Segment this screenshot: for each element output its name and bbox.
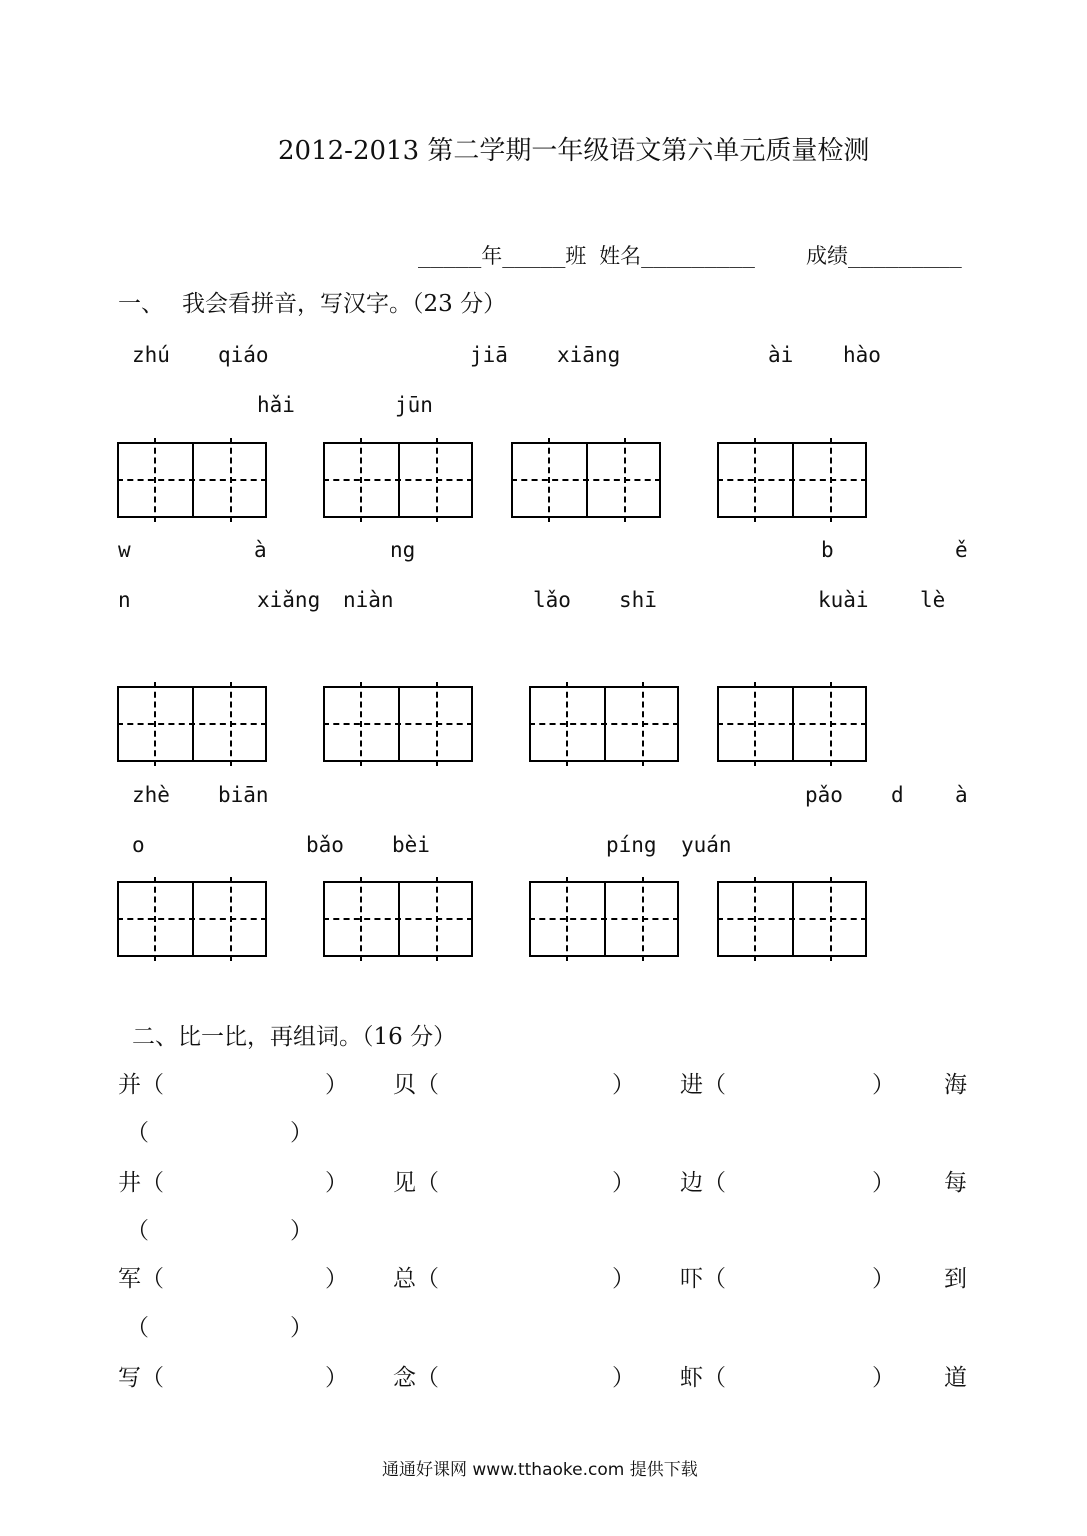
word-paren-close: ）	[612, 1170, 635, 1196]
pinyin: lè	[920, 588, 946, 612]
word-char: 井（	[118, 1170, 164, 1196]
pinyin: biān	[218, 783, 269, 807]
writing-grid[interactable]	[717, 686, 867, 762]
word-char: 道	[944, 1365, 967, 1391]
pinyin: ng	[390, 538, 416, 562]
word-char: 到	[944, 1266, 967, 1292]
word-paren-close: ）	[612, 1365, 635, 1391]
word-paren-close: ）	[612, 1266, 635, 1292]
word-paren-close: ）	[325, 1365, 348, 1391]
word-char: 虾（	[680, 1365, 726, 1391]
pinyin: hào	[843, 343, 881, 367]
section1-number: 一、	[118, 291, 164, 317]
writing-grid[interactable]	[511, 442, 661, 518]
score-line: 成绩_________	[806, 244, 962, 268]
page-title: 2012-2013 第二学期一年级语文第六单元质量检测	[278, 136, 870, 166]
pinyin: pǎo	[805, 783, 843, 807]
footer-credit: 通通好课网 www.tthaoke.com 提供下载	[382, 1460, 698, 1480]
word-paren-close: ）	[325, 1170, 348, 1196]
writing-grid[interactable]	[117, 686, 267, 762]
pinyin: píng	[606, 833, 657, 857]
writing-grid[interactable]	[117, 442, 267, 518]
student-info-line: _____年_____班 姓名_________	[418, 244, 755, 268]
pinyin: bǎo	[306, 833, 344, 857]
pinyin: qiáo	[218, 343, 269, 367]
pinyin: kuài	[818, 588, 869, 612]
word-paren-open: （	[126, 1315, 149, 1341]
pinyin: zhú	[132, 343, 170, 367]
word-char: 进（	[680, 1072, 726, 1098]
pinyin: n	[118, 588, 131, 612]
writing-grid[interactable]	[717, 881, 867, 957]
section2-heading: 二、比一比，再组词。（16 分）	[132, 1024, 457, 1050]
pinyin: à	[254, 538, 267, 562]
word-paren-open: （	[126, 1218, 149, 1244]
pinyin: à	[955, 783, 968, 807]
section1-heading: 我会看拼音，写汉字。（23 分）	[182, 291, 507, 317]
pinyin: jūn	[395, 393, 433, 417]
word-char: 海	[944, 1072, 967, 1098]
word-char: 军（	[118, 1266, 164, 1292]
word-paren-open: （	[126, 1120, 149, 1146]
pinyin: w	[118, 538, 131, 562]
pinyin: yuán	[681, 833, 732, 857]
pinyin: bèi	[392, 833, 430, 857]
writing-grid[interactable]	[117, 881, 267, 957]
pinyin: d	[891, 783, 904, 807]
writing-grid[interactable]	[323, 686, 473, 762]
word-char: 见（	[393, 1170, 439, 1196]
word-paren-close: ）	[290, 1120, 313, 1146]
word-paren-close: ）	[872, 1365, 895, 1391]
word-paren-close: ）	[612, 1072, 635, 1098]
word-paren-close: ）	[325, 1266, 348, 1292]
word-char: 总（	[393, 1266, 439, 1292]
word-char: 念（	[393, 1365, 439, 1391]
word-char: 贝（	[393, 1072, 439, 1098]
writing-grid[interactable]	[529, 881, 679, 957]
pinyin: hǎi	[257, 393, 295, 417]
pinyin: lǎo	[533, 588, 571, 612]
pinyin: o	[132, 833, 145, 857]
word-paren-close: ）	[290, 1218, 313, 1244]
writing-grid[interactable]	[717, 442, 867, 518]
word-char: 边（	[680, 1170, 726, 1196]
pinyin: shī	[619, 588, 657, 612]
word-paren-close: ）	[325, 1072, 348, 1098]
pinyin: b	[821, 538, 834, 562]
word-char: 写（	[118, 1365, 164, 1391]
word-paren-close: ）	[872, 1170, 895, 1196]
pinyin: ài	[768, 343, 794, 367]
pinyin: xiǎng	[257, 588, 321, 612]
word-paren-close: ）	[872, 1266, 895, 1292]
pinyin: zhè	[132, 783, 170, 807]
writing-grid[interactable]	[323, 881, 473, 957]
word-char: 每	[944, 1170, 967, 1196]
pinyin: jiā	[470, 343, 508, 367]
writing-grid[interactable]	[529, 686, 679, 762]
pinyin: ě	[955, 538, 968, 562]
word-char: 并（	[118, 1072, 164, 1098]
word-char: 吓（	[680, 1266, 726, 1292]
pinyin: xiāng	[557, 343, 621, 367]
writing-grid[interactable]	[323, 442, 473, 518]
pinyin: niàn	[343, 588, 394, 612]
word-paren-close: ）	[290, 1315, 313, 1341]
word-paren-close: ）	[872, 1072, 895, 1098]
